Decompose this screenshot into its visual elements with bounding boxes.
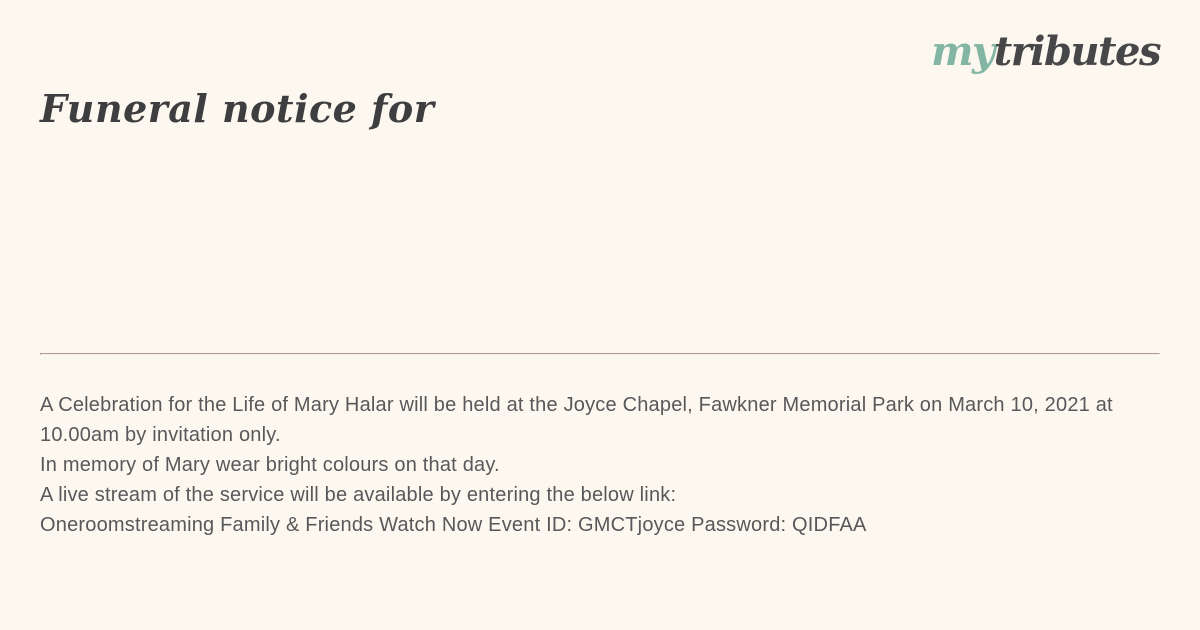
notice-paragraph-memory-request: In memory of Mary wear bright colours on that day. bbox=[40, 454, 500, 476]
notice-paragraph-stream-credentials: Oneroomstreaming Family & Friends Watch Now Event ID: GMCTjoyce Password: QIDFAA bbox=[40, 514, 867, 536]
logo-prefix: my bbox=[931, 28, 994, 75]
notice-paragraph-livestream-info: A live stream of the service will be available by entering the below link: bbox=[40, 484, 677, 506]
mytributes-logo bbox=[931, 30, 1160, 74]
notice-body bbox=[40, 390, 1160, 540]
logo-suffix: tributes bbox=[993, 28, 1160, 75]
page-title: Funeral notice for bbox=[40, 86, 435, 131]
divider bbox=[40, 353, 1160, 355]
notice-paragraph-service-details: A Celebration for the Life of Mary Halar will be held at the Joyce Chapel, Fawkner Memorial Park on March 10, 2021 at 10.00am by invitation only. bbox=[40, 394, 1113, 446]
